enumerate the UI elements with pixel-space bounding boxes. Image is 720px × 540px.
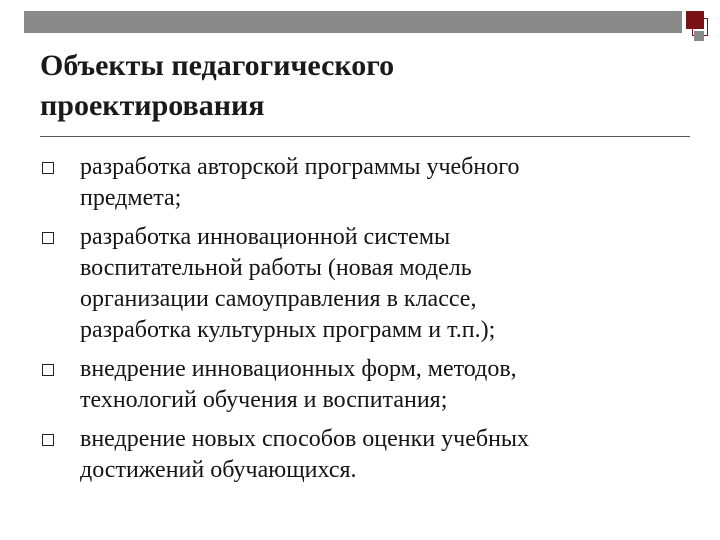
title-underline (40, 136, 690, 137)
top-decorative-bar (24, 11, 682, 33)
bullet-line: организации самоуправления в классе, (80, 286, 477, 312)
slide-title-line1: Объекты педагогического (40, 49, 395, 82)
bullet-line: разработка авторской программы учебного (80, 154, 520, 180)
bullet-line: предмета; (80, 185, 182, 211)
list-item (40, 152, 700, 214)
slide-title (40, 46, 660, 126)
bullet-line: воспитательной работы (новая модель (80, 255, 472, 281)
list-item (40, 222, 700, 346)
bullet-line: разработка инновационной системы (80, 224, 451, 250)
hollow-square-bullet-icon (42, 434, 54, 446)
bullet-line: достижений обучающихся. (80, 457, 357, 483)
bullet-line: внедрение новых способов оценки учебных (80, 426, 530, 452)
corner-square-gray (694, 31, 704, 41)
list-item (40, 424, 700, 486)
bullet-line: внедрение инновационных форм, методов, (80, 356, 517, 382)
hollow-square-bullet-icon (42, 162, 54, 174)
decorative-squares-icon (686, 11, 712, 41)
bullet-line: разработка культурных программ и т.п.); (80, 317, 496, 343)
bullet-list (40, 152, 700, 494)
slide-title-line2: проектирования (40, 89, 265, 122)
hollow-square-bullet-icon (42, 232, 54, 244)
hollow-square-bullet-icon (42, 364, 54, 376)
bullet-line: технологий обучения и воспитания; (80, 387, 448, 413)
list-item (40, 354, 700, 416)
